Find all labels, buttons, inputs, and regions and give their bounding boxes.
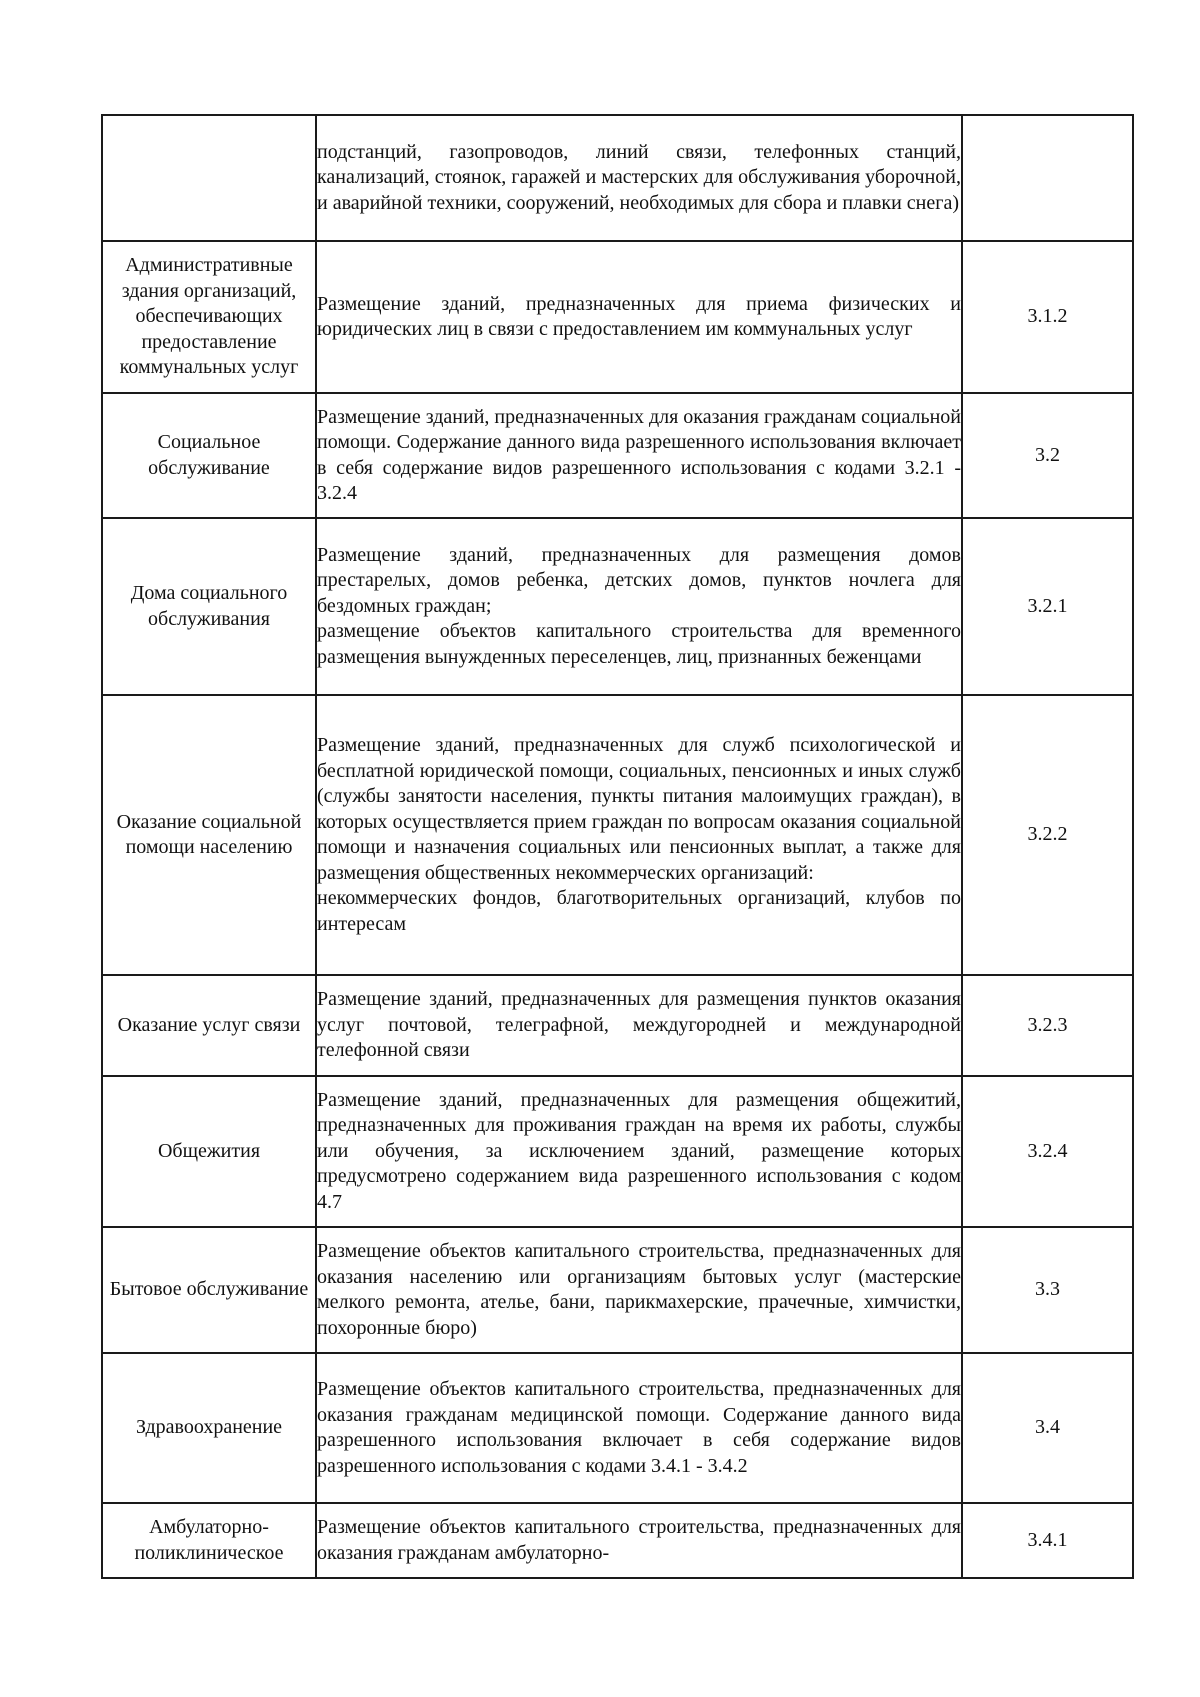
description-paragraph: Размещение зданий, предназначенных для размещения общежитий, предназначенных для проживания граждан на время их работы, службы или обучения, за исключением зданий, размещение которых предусмотрено содержанием вида разрешенного использования с кодом 4.7 [317,1088,961,1213]
use-name-cell: Здравоохранение [102,1353,316,1503]
use-code-cell: 3.2 [962,393,1133,518]
table-row [102,115,1133,241]
use-description-cell [316,1227,962,1353]
description-paragraph: Размещение зданий, предназначенных для служб психологической и бесплатной юридической помощи, социальных, пенсионных и иных служб (службы занятости населения, пункты питания малоимущих граждан), в которых осуществляется прием граждан по вопросам оказания социальной помощи и назначения социальных или пенсионных выплат, а также для размещения общественных некоммерческих организаций: [317,734,961,884]
description-paragraph: Размещение зданий, предназначенных для размещения домов престарелых, домов ребенка, детских домов, пунктов ночлега для бездомных граждан; [317,543,961,617]
use-code-cell: 3.4 [962,1353,1133,1503]
description-paragraph: подстанций, газопроводов, линий связи, телефонных станций, канализаций, стоянок, гаражей и мастерских для обслуживания уборочной, и аварийной техники, сооружений, необходимых для сбора и плавки снега) [317,140,961,214]
description-paragraph: Размещение объектов капитального строительства, предназначенных для оказания населению или организациям бытовых услуг (мастерские мелкого ремонта, ателье, бани, парикмахерские, прачечные, химчистки, похоронные бюро) [317,1240,961,1339]
use-name-cell: Общежития [102,1076,316,1227]
use-description-cell [316,241,962,393]
use-description-cell [316,518,962,695]
use-code-cell: 3.1.2 [962,241,1133,393]
table-row [102,241,1133,393]
use-code-cell: 3.2.2 [962,695,1133,975]
use-code-cell: 3.2.3 [962,975,1133,1076]
use-description-cell [316,975,962,1076]
description-paragraph: Размещение объектов капитального строительства, предназначенных для оказания гражданам амбулаторно- [317,1516,961,1564]
use-description-cell [316,393,962,518]
use-code-cell [962,115,1133,241]
description-paragraph: Размещение зданий, предназначенных для приема физических и юридических лиц в связи с предоставлением им коммунальных услуг [317,292,961,340]
table-row [102,1076,1133,1227]
description-paragraph: некоммерческих фондов, благотворительных организаций, клубов по интересам [317,887,961,935]
description-paragraph: размещение объектов капитального строительства для временного размещения вынужденных переселенцев, лиц, признанных беженцами [317,620,961,668]
use-name-cell: Оказание услуг связи [102,975,316,1076]
table-row [102,1353,1133,1503]
table-row [102,695,1133,975]
use-name-cell: Бытовое обслуживание [102,1227,316,1353]
table-row [102,1227,1133,1353]
use-description-cell [316,1503,962,1578]
use-name-cell: Дома социального обслуживания [102,518,316,695]
use-name-cell [102,115,316,241]
use-name-cell: Амбулаторно-поликлиническое [102,1503,316,1578]
use-description-cell [316,695,962,975]
table-row [102,518,1133,695]
use-description-cell [316,115,962,241]
use-code-cell: 3.2.1 [962,518,1133,695]
use-description-cell [316,1076,962,1227]
use-code-cell: 3.4.1 [962,1503,1133,1578]
use-name-cell: Социальное обслуживание [102,393,316,518]
use-code-cell: 3.3 [962,1227,1133,1353]
description-paragraph: Размещение зданий, предназначенных для оказания гражданам социальной помощи. Содержание данного вида разрешенного использования включает в себя содержание видов разрешенного использования с кодами 3.2.1 - 3.2.4 [317,405,962,504]
land-use-table [101,114,1134,1579]
use-name-cell: Административные здания организаций, обеспечивающих предоставление коммунальных услуг [102,241,316,393]
table-row [102,975,1133,1076]
use-code-cell: 3.2.4 [962,1076,1133,1227]
description-paragraph: Размещение зданий, предназначенных для размещения пунктов оказания услуг почтовой, телеграфной, междугородней и международной телефонной связи [317,988,961,1062]
use-description-cell [316,1353,962,1503]
table-row [102,393,1133,518]
table-row [102,1503,1133,1578]
description-paragraph: Размещение объектов капитального строительства, предназначенных для оказания гражданам медицинской помощи. Содержание данного вида разрешенного использования включает в себя содержание видов разрешенного использования с кодами 3.4.1 - 3.4.2 [317,1378,961,1477]
use-name-cell: Оказание социальной помощи населению [102,695,316,975]
